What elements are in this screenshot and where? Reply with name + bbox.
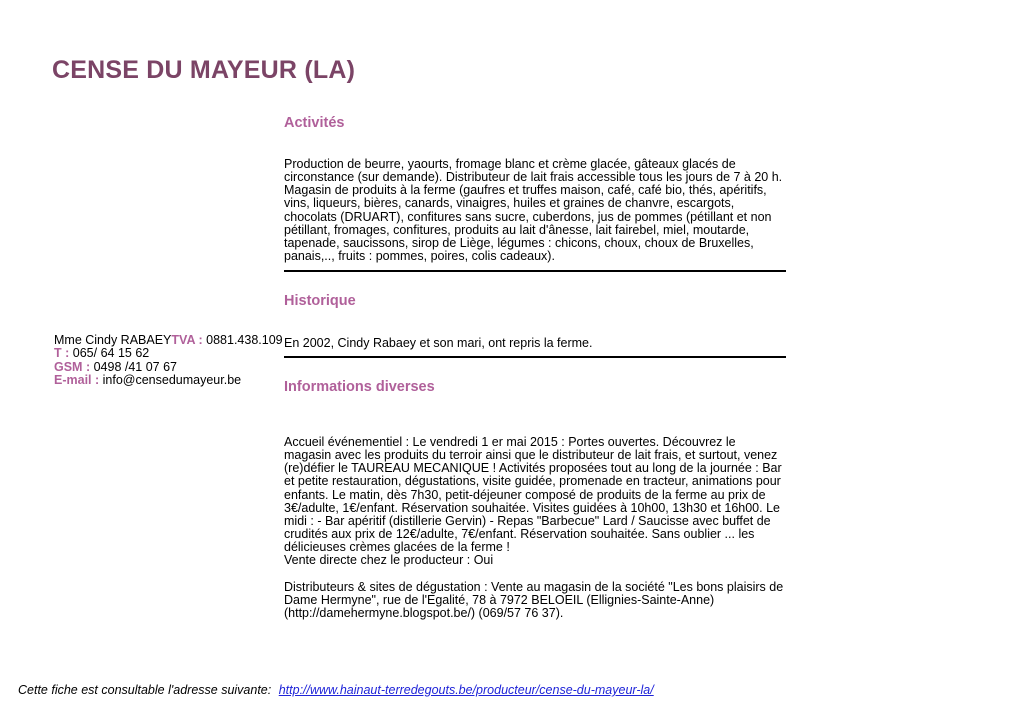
infos-heading: Informations diverses bbox=[284, 379, 435, 395]
email-line bbox=[54, 374, 286, 387]
phone-value: 065/ 64 15 62 bbox=[72, 346, 150, 361]
section-divider bbox=[284, 270, 786, 272]
contact-name: Mme Cindy RABAEY bbox=[54, 333, 172, 347]
footer-link[interactable]: http://www.hainaut-terredegouts.be/producteur/cense-du-mayeur-la/ bbox=[278, 683, 654, 697]
email-value: info@censedumayeur.be bbox=[102, 373, 242, 388]
contact-name-line bbox=[54, 334, 286, 347]
phone-line bbox=[54, 347, 286, 360]
contact-block bbox=[54, 334, 286, 388]
activites-text: Production de beurre, yaourts, fromage blanc et crème glacée, gâteaux glacés de circonstance (sur demande). Distributeur de lait frais accessible tous les jours de 7 à 20 h. Magasin de produits à la ferme (gaufres et truffes maison, café, café bio, thés, apéritifs, vins, liqueurs, bières, canards, vinaigres, huiles et graines de chanvre, escargots, chocolats (DRUART), confitures sans sucre, cuberdons, jus de pommes (pétillant et non pétillant, fromages, confitures, produits au lait d'ânesse, lait fairebel, miel, moutarde, tapenade, saucissons, sirop de Liège, légumes : chicons, choux, choux de Bruxelles, panais,.., fruits : pommes, poires, colis cadeaux). bbox=[284, 157, 783, 264]
gsm-line bbox=[54, 361, 286, 374]
tva-label: TVA : bbox=[171, 333, 203, 347]
gsm-value: 0498 /41 07 67 bbox=[93, 359, 178, 374]
page-title: CENSE DU MAYEUR (LA) bbox=[52, 56, 356, 84]
phone-label: T : bbox=[54, 346, 70, 361]
footer bbox=[18, 683, 654, 697]
tva-value: 0881.438.109 bbox=[206, 333, 283, 347]
gsm-label: GSM : bbox=[54, 359, 91, 374]
footer-text: Cette fiche est consultable l'adresse suivante: bbox=[18, 683, 272, 697]
email-label: E-mail : bbox=[54, 373, 100, 388]
historique-text: En 2002, Cindy Rabaey et son mari, ont repris la ferme. bbox=[284, 336, 593, 350]
infos-text: Accueil événementiel : Le vendredi 1 er mai 2015 : Portes ouvertes. Découvrez le magasin avec les produits du terroir ainsi que le distributeur de lait frais, et surtout, venez (re)défier le TAUREAU MECANIQUE ! Activités proposées tout au long de la journée : Bar et petite restauration, dégustations, visite guidée, promenade en tracteur, animations pour enfants. Le matin, dès 7h30, petit-déjeuner composé de produits de la ferme au prix de 3€/adulte, 1€/enfant. Réservation souhaitée. Visites guidées à 10h00, 13h30 et 16h00. Le midi : - Bar apéritif (distillerie Gervin) - Repas "Barbecue" Lard / Saucisse avec buffet de crudités aux prix de 12€/adulte, 7€/enfant. Réservation souhaitée. Sans oublier ... les délicieuses crèmes glacées de la ferme ! Vente directe chez le producteur : Oui Distributeurs & sites de dégustation : Vente au magasin de la société "Les bons plaisirs de Dame Hermyne", rue de l'Egalité, 78 à 7972 BELOEIL (Ellignies-Sainte-Anne) (http://damehermyne.blogspot.be/) (069/57 76 37). bbox=[284, 435, 784, 621]
section-divider bbox=[284, 356, 786, 358]
historique-heading: Historique bbox=[284, 293, 356, 309]
activites-heading: Activités bbox=[284, 115, 345, 131]
